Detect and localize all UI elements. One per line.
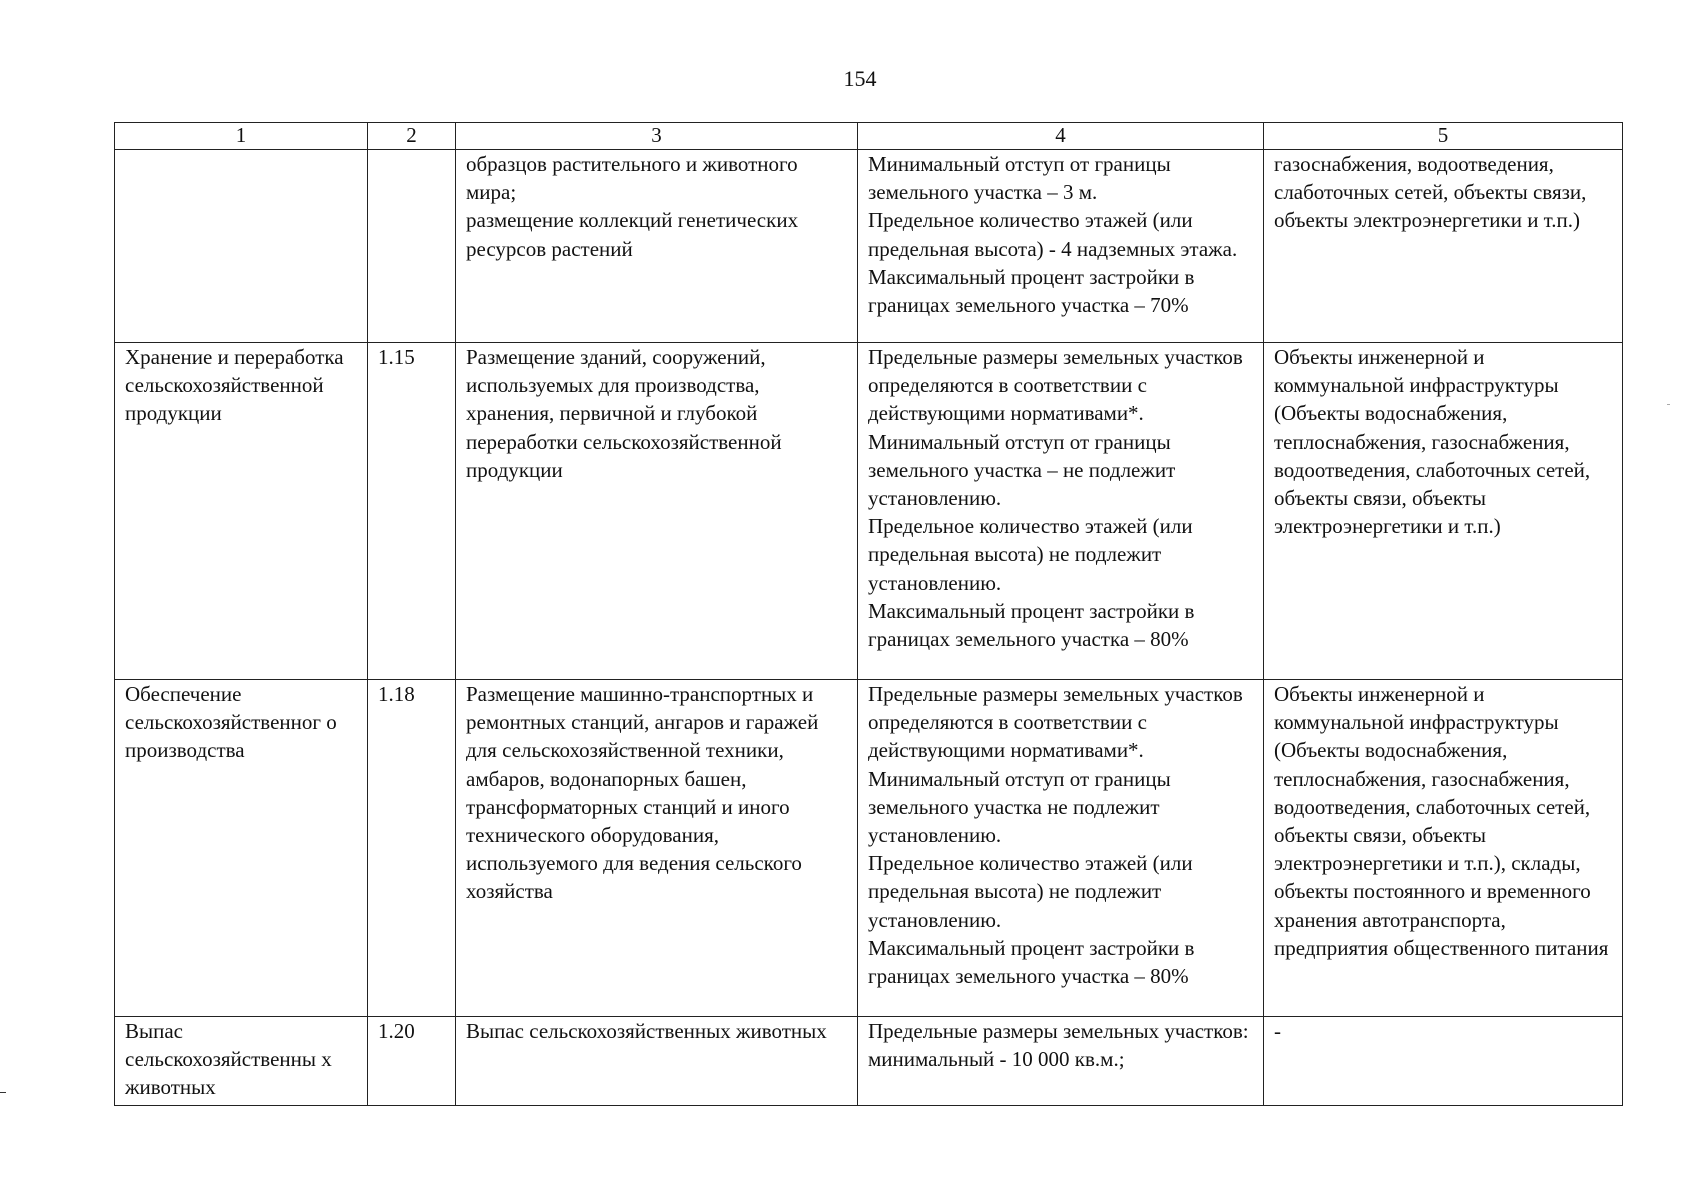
page-number: 154 bbox=[843, 66, 877, 91]
description-paragraph: образцов растительного и животного мира; bbox=[466, 152, 798, 205]
parameters-cell bbox=[858, 680, 1264, 1017]
description-paragraph: Размещение зданий, сооружений, используемых для производства, хранения, первичной и глубокой переработки сельскохозяйственной продукции bbox=[466, 345, 782, 482]
parameters-cell bbox=[858, 1017, 1264, 1106]
use-name: Выпас сельскохозяйственны х животных bbox=[125, 1019, 332, 1100]
objects-paragraph: Объекты инженерной и коммунальной инфраструктуры (Объекты водоснабжения, теплоснабжения, газоснабжения, водоотведения, слаботочных сетей, объекты связи, объекты электроэнергетики и т.п.) bbox=[1274, 345, 1591, 539]
objects-paragraph: Объекты инженерной и коммунальной инфраструктуры (Объекты водоснабжения, теплоснабжения, газоснабжения, водоотведения, слаботочных сетей, объекты связи, объекты электроэнергетики и т.п.), склады, объекты постоянного и временного хранения автотранспорта, предприятия общественного питания bbox=[1274, 682, 1609, 960]
header-col-4: 4 bbox=[858, 123, 1264, 150]
header-col-1: 1 bbox=[115, 123, 368, 150]
objects-cell bbox=[1264, 680, 1623, 1017]
parameter-paragraph: Максимальный процент застройки в границах земельного участка – 80% bbox=[868, 935, 1195, 989]
parameter-paragraph: Максимальный процент застройки в границах земельного участка – 70% bbox=[868, 264, 1195, 318]
table-row bbox=[115, 150, 1623, 343]
use-name-cell bbox=[115, 343, 368, 680]
table-row bbox=[115, 1017, 1623, 1106]
use-name: Хранение и переработка сельскохозяйственной продукции bbox=[125, 345, 344, 426]
parameters-cell bbox=[858, 343, 1264, 680]
parameter-paragraph: Предельное количество этажей (или предельная высота) - 4 надземных этажа. bbox=[868, 208, 1238, 261]
parameters-cell bbox=[858, 150, 1264, 343]
parameter-paragraph: Предельные размеры земельных участков определяются в соответствии с действующими нормативами*. bbox=[868, 345, 1243, 426]
objects-cell bbox=[1264, 343, 1623, 680]
use-code-cell bbox=[368, 150, 456, 343]
scan-margin-mark bbox=[0, 1092, 6, 1093]
objects-paragraph: газоснабжения, водоотведения, слаботочных сетей, объекты связи, объекты электроэнергетики и т.п.) bbox=[1274, 152, 1587, 233]
parameter-paragraph: Максимальный процент застройки в границах земельного участка – 80% bbox=[868, 598, 1195, 652]
use-name-cell bbox=[115, 1017, 368, 1106]
use-name: Обеспечение сельскохозяйственног о производства bbox=[125, 682, 337, 763]
header-row bbox=[115, 123, 1623, 150]
description-cell bbox=[456, 150, 858, 343]
description-cell bbox=[456, 343, 858, 680]
use-code-cell: 1.20 bbox=[368, 1017, 456, 1106]
use-code-cell: 1.18 bbox=[368, 680, 456, 1017]
scan-margin-mark bbox=[1667, 404, 1670, 405]
header-col-2: 2 bbox=[368, 123, 456, 150]
regulations-table bbox=[114, 122, 1623, 1106]
parameter-paragraph: Минимальный отступ от границы земельного участка – не подлежит установлению. bbox=[868, 429, 1176, 511]
parameter-paragraph: минимальный - 10 000 кв.м.; bbox=[868, 1047, 1125, 1072]
table-row bbox=[115, 343, 1623, 680]
description-paragraph: размещение коллекций генетических ресурсов растений bbox=[466, 208, 799, 261]
description-paragraph: Выпас сельскохозяйственных животных bbox=[466, 1019, 827, 1043]
parameter-paragraph: Предельные размеры земельных участков определяются в соответствии с действующими нормативами*. bbox=[868, 682, 1243, 763]
parameter-paragraph: Предельное количество этажей (или предельная высота) не подлежит установлению. bbox=[868, 851, 1193, 932]
description-cell bbox=[456, 680, 858, 1017]
objects-cell bbox=[1264, 1017, 1623, 1106]
parameter-paragraph: Минимальный отступ от границы земельного участка не подлежит установлению. bbox=[868, 766, 1171, 848]
parameter-paragraph: Минимальный отступ от границы земельного участка – 3 м. bbox=[868, 152, 1171, 205]
header-col-5: 5 bbox=[1264, 123, 1623, 150]
header-col-3: 3 bbox=[456, 123, 858, 150]
description-paragraph: Размещение машинно-транспортных и ремонтных станций, ангаров и гаражей для сельскохозяйственной техники, амбаров, водонапорных башен, трансформаторных станций и иного технического оборудования, используемого для ведения сельского хозяйства bbox=[466, 682, 819, 904]
use-name-cell bbox=[115, 680, 368, 1017]
use-name-cell bbox=[115, 150, 368, 343]
parameter-paragraph: Предельные размеры земельных участков: bbox=[868, 1019, 1249, 1043]
table-row bbox=[115, 680, 1623, 1017]
objects-paragraph: - bbox=[1274, 1019, 1281, 1043]
description-cell bbox=[456, 1017, 858, 1106]
objects-cell bbox=[1264, 150, 1623, 343]
parameter-paragraph: Предельное количество этажей (или предельная высота) не подлежит установлению. bbox=[868, 514, 1193, 595]
use-code-cell: 1.15 bbox=[368, 343, 456, 680]
